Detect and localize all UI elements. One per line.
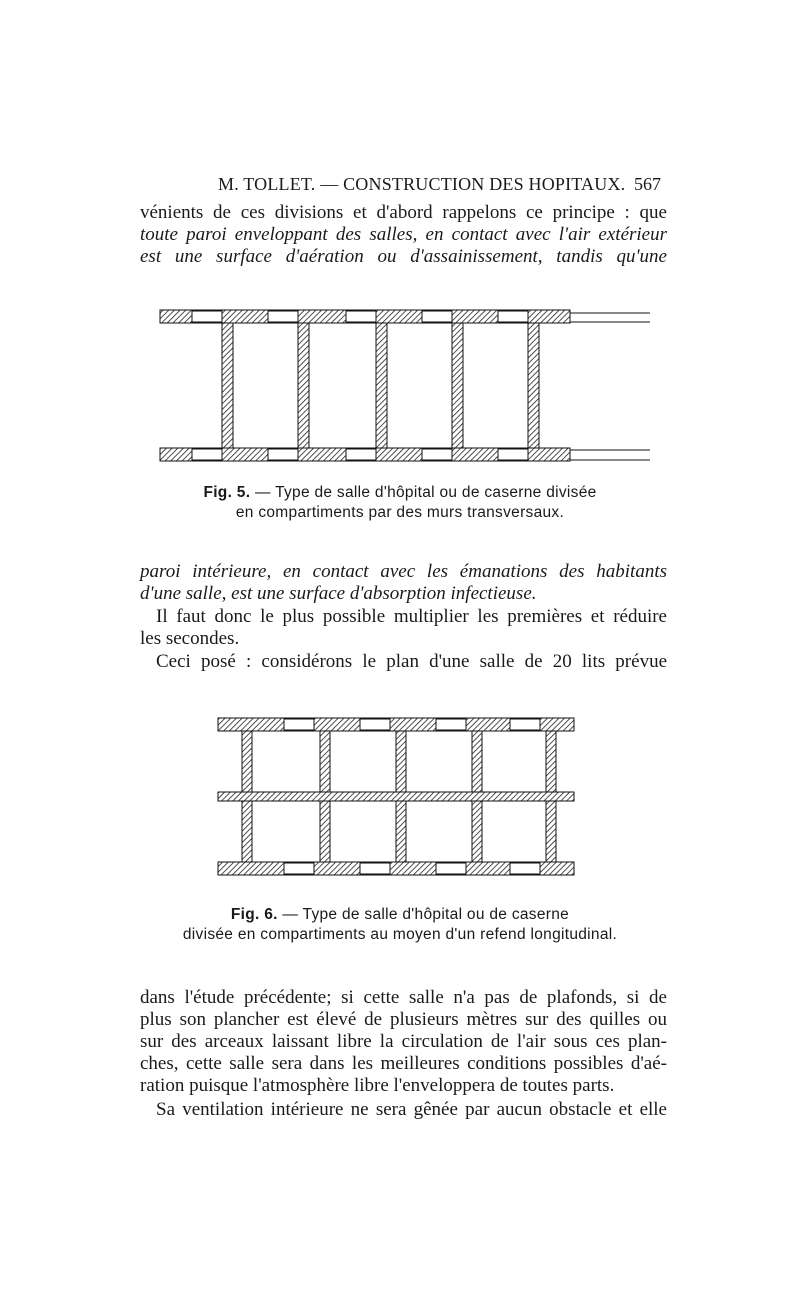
text-line: Il faut donc le plus possible multiplier les premières et réduire [156, 606, 667, 627]
text-line: Ceci posé : considérons le plan d'une salle de 20 lits prévue [156, 651, 667, 672]
fig6-middle-wall [218, 792, 574, 801]
paragraph-4 [140, 651, 667, 673]
fig5-top-wall [160, 310, 650, 323]
text-line: toute paroi enveloppant des salles, en contact avec l'air extérieur [140, 224, 667, 245]
text-line: ration puisque l'atmosphère libre l'enveloppera de toutes parts. [140, 1075, 615, 1096]
paragraph-3 [140, 606, 667, 650]
paragraph-5 [140, 987, 667, 1097]
figure-5-label: Fig. 5. [203, 484, 251, 501]
fig5-bottom-wall [160, 448, 650, 461]
running-header [0, 174, 800, 200]
running-title: M. TOLLET. — CONSTRUCTION DES HOPITAUX. [218, 174, 626, 194]
fig5-cross-walls [222, 323, 539, 448]
fig6-top-wall [218, 718, 574, 731]
figure-6-plan [210, 710, 590, 890]
caption-text: — Type de salle d'hôpital ou de caserne [282, 906, 570, 923]
figure-5-plan [150, 300, 660, 472]
paragraph-1 [140, 202, 667, 268]
text-line: sur des arceaux laissant libre la circulation de l'air sous ces plan- [140, 1031, 667, 1052]
figure-5-caption [0, 483, 800, 523]
text-line: vénients de ces divisions et d'abord rappelons ce principe : que [140, 202, 667, 223]
text-line: est une surface d'aération ou d'assainissement, tandis qu'une [140, 246, 667, 267]
text-line: les secondes. [140, 628, 240, 649]
figure-6-label: Fig. 6. [230, 906, 278, 923]
text-line: plus son plancher est élevé de plusieurs mètres sur des quilles ou [140, 1009, 667, 1030]
fig6-bottom-wall [218, 862, 574, 875]
text-line: paroi intérieure, en contact avec les émanations des habitants [140, 561, 667, 582]
caption-text: divisée en compartiments au moyen d'un refend longitudinal. [182, 926, 618, 943]
page-number: 567 [634, 174, 661, 194]
text-line: ches, cette salle sera dans les meilleures conditions possibles d'aé- [140, 1053, 667, 1074]
caption-text: en compartiments par des murs transversaux. [235, 504, 565, 521]
figure-6-caption [0, 905, 800, 945]
text-line: dans l'étude précédente; si cette salle n'a pas de plafonds, si de [140, 987, 667, 1008]
caption-text: — Type de salle d'hôpital ou de caserne divisée [254, 484, 597, 501]
paragraph-2 [140, 561, 667, 605]
text-line: Sa ventilation intérieure ne sera gênée par aucun obstacle et elle [156, 1099, 667, 1120]
paragraph-6 [140, 1099, 667, 1121]
text-line: d'une salle, est une surface d'absorption infectieuse. [140, 583, 537, 604]
